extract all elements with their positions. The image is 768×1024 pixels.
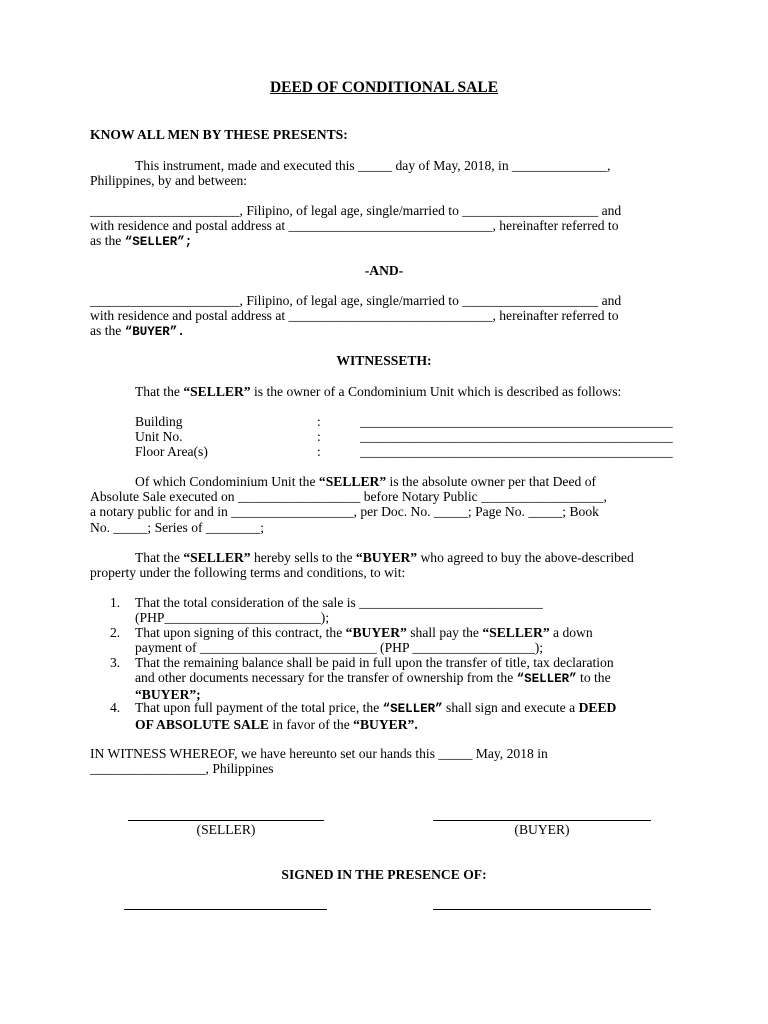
item-4-buyer: “BUYER”.: [353, 717, 418, 733]
witnesseth-heading: WITNESSETH:: [336, 353, 432, 368]
item-text: [135, 655, 678, 703]
witness-line-2: _________________, Philippines: [90, 761, 274, 777]
item-2-seller: “SELLER”: [482, 625, 550, 640]
intro-line-1: This instrument, made and executed this _____ day of May, 2018, in ______________,: [135, 158, 611, 173]
sells-buyer: “BUYER”: [355, 550, 418, 565]
owner-paragraph: [90, 384, 677, 399]
field-blank: ______________________________________________: [360, 444, 673, 459]
buyer-term: “BUYER”.: [124, 325, 185, 340]
item-3-line-1: That the remaining balance shall be paid in full upon the transfer of title, tax declaration: [135, 655, 614, 670]
item-number: 1.: [110, 595, 121, 610]
owner-pre: That the: [135, 384, 184, 399]
sells-pre: That the: [135, 550, 184, 565]
item-3-seller: “SELLER”: [516, 672, 577, 687]
item-2-buyer: “BUYER”: [345, 625, 407, 640]
seller-line-1: ______________________, Filipino, of legal age, single/married to ____________________ and: [90, 203, 622, 218]
item-text: [135, 700, 678, 732]
witness-paragraph: [90, 746, 677, 776]
buyer-line-3: [90, 323, 677, 340]
field-colon: :: [317, 429, 321, 444]
abs-line-3: a notary public for and in __________________, per Doc. No. _____; Page No. _____; Book: [90, 504, 599, 520]
field-blank: ______________________________________________: [360, 429, 673, 444]
item-text: [135, 595, 678, 625]
field-blank: ______________________________________________: [360, 414, 673, 429]
document-title: DEED OF CONDITIONAL SALE: [269, 79, 499, 96]
item-1-line-1: That the total consideration of the sale is ___________________________: [135, 595, 543, 610]
owner-line: [90, 384, 677, 399]
abs-l1-term: “SELLER”: [318, 474, 387, 489]
field-building: [135, 414, 680, 429]
seller-line-2: with residence and postal address at ______________________________, hereinafter referred to: [90, 218, 619, 234]
field-colon: :: [317, 414, 321, 429]
owner-post: is the owner of a Condominium Unit which is described as follows:: [250, 384, 622, 399]
sells-mid: hereby sells to the: [250, 550, 356, 565]
intro-paragraph: [90, 158, 677, 188]
item-3-l2c: to the: [576, 670, 611, 686]
abs-l1-post: is the absolute owner per that Deed of: [386, 474, 597, 489]
buyer-paragraph: [90, 293, 677, 341]
buyer-line-2: with residence and postal address at ______________________________, hereinafter referred to: [90, 308, 619, 324]
witness-line-1: IN WITNESS WHEREOF, we have hereunto set our hands this _____ May, 2018 in: [90, 746, 548, 761]
item-3-line-3: “BUYER”;: [135, 687, 201, 703]
abs-l1-pre: Of which Condominium Unit the: [135, 474, 319, 489]
field-unit-no: [135, 429, 680, 444]
sells-paragraph: [90, 550, 677, 580]
item-2-l1c: shall pay the: [406, 625, 483, 640]
sells-line-1: [90, 550, 677, 565]
seller-term: “SELLER”;: [124, 235, 193, 250]
item-3-line-2: [135, 670, 678, 687]
item-text: [135, 625, 678, 655]
seller-signature-line: [128, 820, 324, 821]
abs-line-2: Absolute Sale executed on __________________ before Notary Public __________________,: [90, 489, 607, 505]
absolute-sale-paragraph: [90, 474, 677, 535]
item-4-line-2: [135, 717, 678, 732]
intro-line-2: Philippines, by and between:: [90, 173, 248, 189]
buyer-line-3-pre: as the: [90, 323, 125, 339]
abs-line-4: No. _____; Series of ________;: [90, 519, 265, 535]
witness-signature-line-1: [124, 909, 327, 910]
item-3-l2a: and other documents necessary for the transfer of ownership from the: [135, 670, 517, 686]
buyer-signature-line: [433, 820, 651, 821]
seller-paragraph: [90, 203, 677, 251]
field-label: Building: [135, 414, 183, 429]
item-4-line-1: [135, 700, 678, 717]
item-4-deed: DEED: [578, 700, 617, 715]
sells-seller: “SELLER”: [183, 550, 251, 565]
sells-line-2: property under the following terms and conditions, to wit:: [90, 565, 406, 581]
presence-heading: SIGNED IN THE PRESENCE OF:: [281, 867, 487, 882]
item-2-l1a: That upon signing of this contract, the: [135, 625, 346, 640]
seller-signature-label: (SELLER): [196, 822, 256, 837]
and-separator: -AND-: [364, 263, 404, 278]
item-4-seller: “SELLER”: [382, 702, 443, 716]
item-number: 2.: [110, 625, 121, 640]
item-4-absolute-sale: OF ABSOLUTE SALE: [135, 717, 269, 733]
item-2-line-1: [135, 625, 678, 640]
field-colon: :: [317, 444, 321, 459]
heading: KNOW ALL MEN BY THESE PRESENTS:: [90, 127, 348, 142]
item-number: 4.: [110, 700, 121, 715]
item-4-l1c: shall sign and execute a: [442, 700, 579, 715]
item-4-l1a: That upon full payment of the total price, the: [135, 700, 383, 715]
seller-line-3-pre: as the: [90, 233, 125, 249]
buyer-line-1: ______________________, Filipino, of legal age, single/married to ____________________ and: [90, 293, 622, 308]
field-label: Floor Area(s): [135, 444, 208, 459]
item-2-l1e: a down: [549, 625, 593, 640]
item-2-line-2: payment of __________________________ (PHP __________________);: [135, 640, 544, 656]
owner-term: “SELLER”: [183, 384, 251, 399]
item-1-line-2: (PHP_______________________);: [135, 610, 330, 626]
item-number: 3.: [110, 655, 121, 670]
field-floor-area: [135, 444, 680, 459]
field-label: Unit No.: [135, 429, 183, 444]
sells-post: who agreed to buy the above-described: [417, 550, 634, 565]
abs-line-1: [90, 474, 677, 489]
buyer-signature-label: (BUYER): [514, 822, 570, 837]
item-4-l2b: in favor of the: [268, 717, 354, 733]
seller-line-3: [90, 233, 677, 250]
witness-signature-line-2: [433, 909, 651, 910]
